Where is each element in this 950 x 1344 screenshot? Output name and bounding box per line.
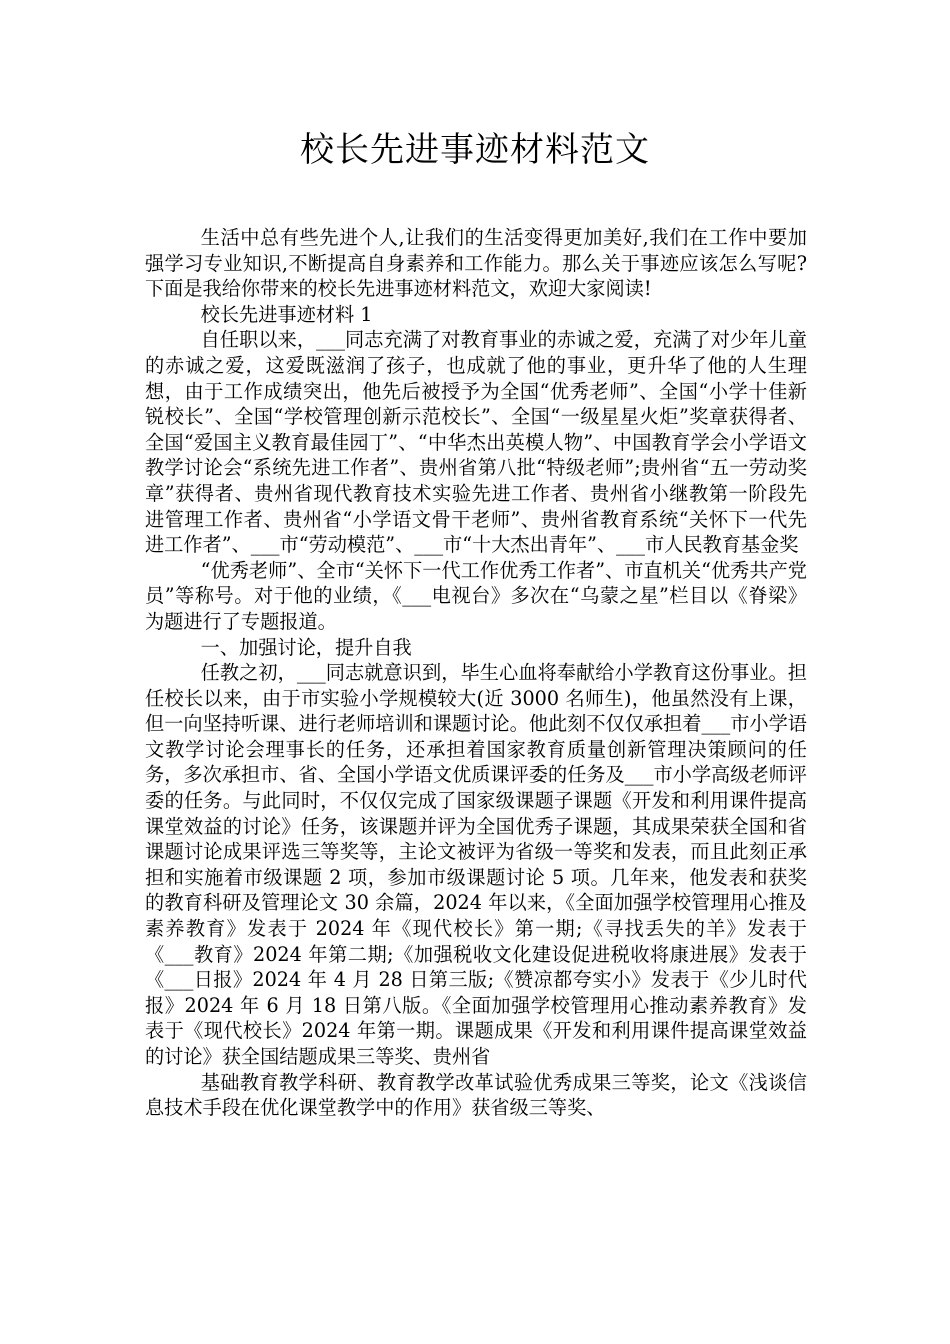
document-title: 校长先进事迹材料范文 bbox=[300, 130, 650, 170]
body-paragraph: 自任职以来，___同志充满了对教育事业的赤诚之爱，充满了对少年儿童的赤诚之爱，这爱既滋润了孩子，也成就了他的事业，更升华了他的人生理想，由于工作成绩突出，他先后被授予为全国“优秀老师”、全国“小学十佳新锐校长”、全国“学校管理创新示范校长”、全国“一级星星火炬”奖章获得者、全国“爱国主义教育最佳园丁”、“中华杰出英模人物”、中国教育学会小学语文教学讨论会“系统先进工作者”、贵州省第八批“特级老师”;贵州省“五一劳动奖章”获得者、贵州省现代教育技术实验先进工作者、贵州省小继教第一阶段先进管理工作者、贵州省“小学语文骨干老师”、贵州省教育系统“关怀下一代先进工作者”、___市“劳动模范”、___市“十大杰出青年”、___市人民教育基金奖 bbox=[145, 328, 807, 557]
intro-paragraph: 生活中总有些先进个人,让我们的生活变得更加美好,我们在工作中要加强学习专业知识,不断提高自身素养和工作能力。那么关于事迹应该怎么写呢?下面是我给你带来的校长先进事迹材料范文，欢迎大家阅读! bbox=[145, 226, 807, 301]
body-paragraph: “优秀老师”、全市“关怀下一代工作优秀工作者”、市直机关“优秀共产党员”等称号。对于他的业绩，《___电视台》多次在“乌蒙之星”栏目以《脊梁》为题进行了专题报道。 bbox=[145, 558, 807, 633]
body-paragraph: 基础教育教学科研、教育教学改革试验优秀成果三等奖，论文《浅谈信息技术手段在优化课堂教学中的作用》获省级三等奖、 bbox=[145, 1070, 807, 1120]
subsection-heading: 一、加强讨论，提升自我 bbox=[200, 635, 412, 659]
body-paragraph: 任教之初，___同志就意识到，毕生心血将奉献给小学教育这份事业。担任校长以来，由于市实验小学规模较大(近 3000 名师生)，他虽然没有上课，但一向坚持听课、进行老师培训和课题讨论。他此刻不仅仅承担着___市小学语文教学讨论会理事长的任务，还承担着国家教育质量创新管理决策顾问的任务，多次承担市、省、全国小学语文优质课评委的任务及___市小学高级老师评委的任务。与此同时，不仅仅完成了国家级课题子课题《开发和利用课件提高课堂效益的讨论》任务，该课题并评为全国优秀子课题，其成果荣获全国和省课题讨论成果评选三等奖等，主论文被评为省级一等奖和发表，而且此刻正承担和实施着市级课题 2 项，参加市级课题讨论 5 项。几年来，他发表和获奖的教育科研及管理论文 30 余篇，2024 年以来，《全面加强学校管理用心推及素养教育》发表于 2024 年《现代校长》第一期;《寻找丢失的羊》发表于《___教育》2024 年第二期;《加强税收文化建设促进税收将康进展》发表于《___日报》2024 年 4 月 28 日第三版;《赞凉都夸实小》发表于《少儿时代报》2024 年 6 月 18 日第八版。《全面加强学校管理用心推动素养教育》发表于《现代校长》2024 年第一期。课题成果《开发和利用课件提高课堂效益的讨论》获全国结题成果三等奖、贵州省 bbox=[145, 661, 807, 1068]
section-heading: 校长先进事迹材料 1 bbox=[200, 302, 373, 326]
document-body bbox=[145, 225, 807, 1121]
